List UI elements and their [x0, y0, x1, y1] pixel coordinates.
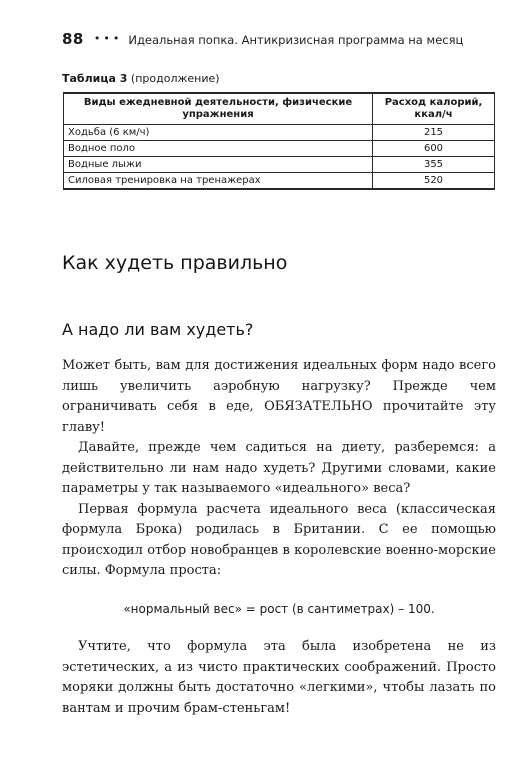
paragraph: Первая формула расчета идеального веса (классическая формула Брока) родилась в Британии. С ее помощью происходил отбор новобранцев в королевские военно-морские силы. Формула проста: [62, 501, 496, 578]
table-caption-continuation: (продолжение) [127, 72, 220, 85]
subsection-heading: А надо ли вам худеть? [62, 320, 254, 339]
activity-cell: Ходьба (6 км/ч) [64, 125, 373, 141]
calories-table [63, 92, 495, 190]
table-row [64, 125, 495, 141]
table-caption [62, 72, 220, 85]
table-header-row [64, 93, 495, 125]
activity-cell: Водные лыжи [64, 157, 373, 173]
table-row [64, 157, 495, 173]
running-title: Идеальная попка. Антикризисная программа на месяц [128, 33, 464, 47]
table-caption-label: Таблица 3 [62, 72, 128, 85]
paragraph: Давайте, прежде чем садиться на диету, разберемся: а действительно ли нам надо худеть? Другими словами, какие параметры у так называемого «идеального» веса? [62, 440, 496, 496]
activity-cell: Силовая тренировка на тренажерах [64, 173, 373, 190]
column-header-activity: Виды ежедневной деятельности, физические упражнения [64, 93, 373, 125]
body-text [62, 356, 496, 719]
paragraph: Может быть, вам для достижения идеальных форм надо всего лишь увеличить аэробную нагрузку? Прежде чем ограничивать себя в еде, ОБЯЗАТЕЛЬНО прочитайте эту главу! [62, 358, 496, 435]
book-page [62, 0, 496, 763]
page-number: 88 [62, 30, 84, 48]
kcal-cell: 355 [373, 157, 495, 173]
section-heading: Как худеть правильно [62, 252, 288, 274]
kcal-cell: 215 [373, 125, 495, 141]
paragraph: Учтите, что формула эта была изобретена не из эстетических, а из чисто практических соображений. Просто моряки должны быть достаточно «легкими», чтобы лазать по вантам и прочим брам-стеньгам! [62, 639, 496, 716]
table-row [64, 141, 495, 157]
running-header [62, 30, 496, 50]
column-header-kcal: Расход калорий, ккал/ч [373, 93, 495, 125]
table-row [64, 173, 495, 190]
kcal-cell: 520 [373, 173, 495, 190]
kcal-cell: 600 [373, 141, 495, 157]
header-dots: ••• [93, 32, 123, 45]
formula: «нормальный вес» = рост (в сантиметрах) – 100. [123, 601, 435, 616]
activity-cell: Водное поло [64, 141, 373, 157]
